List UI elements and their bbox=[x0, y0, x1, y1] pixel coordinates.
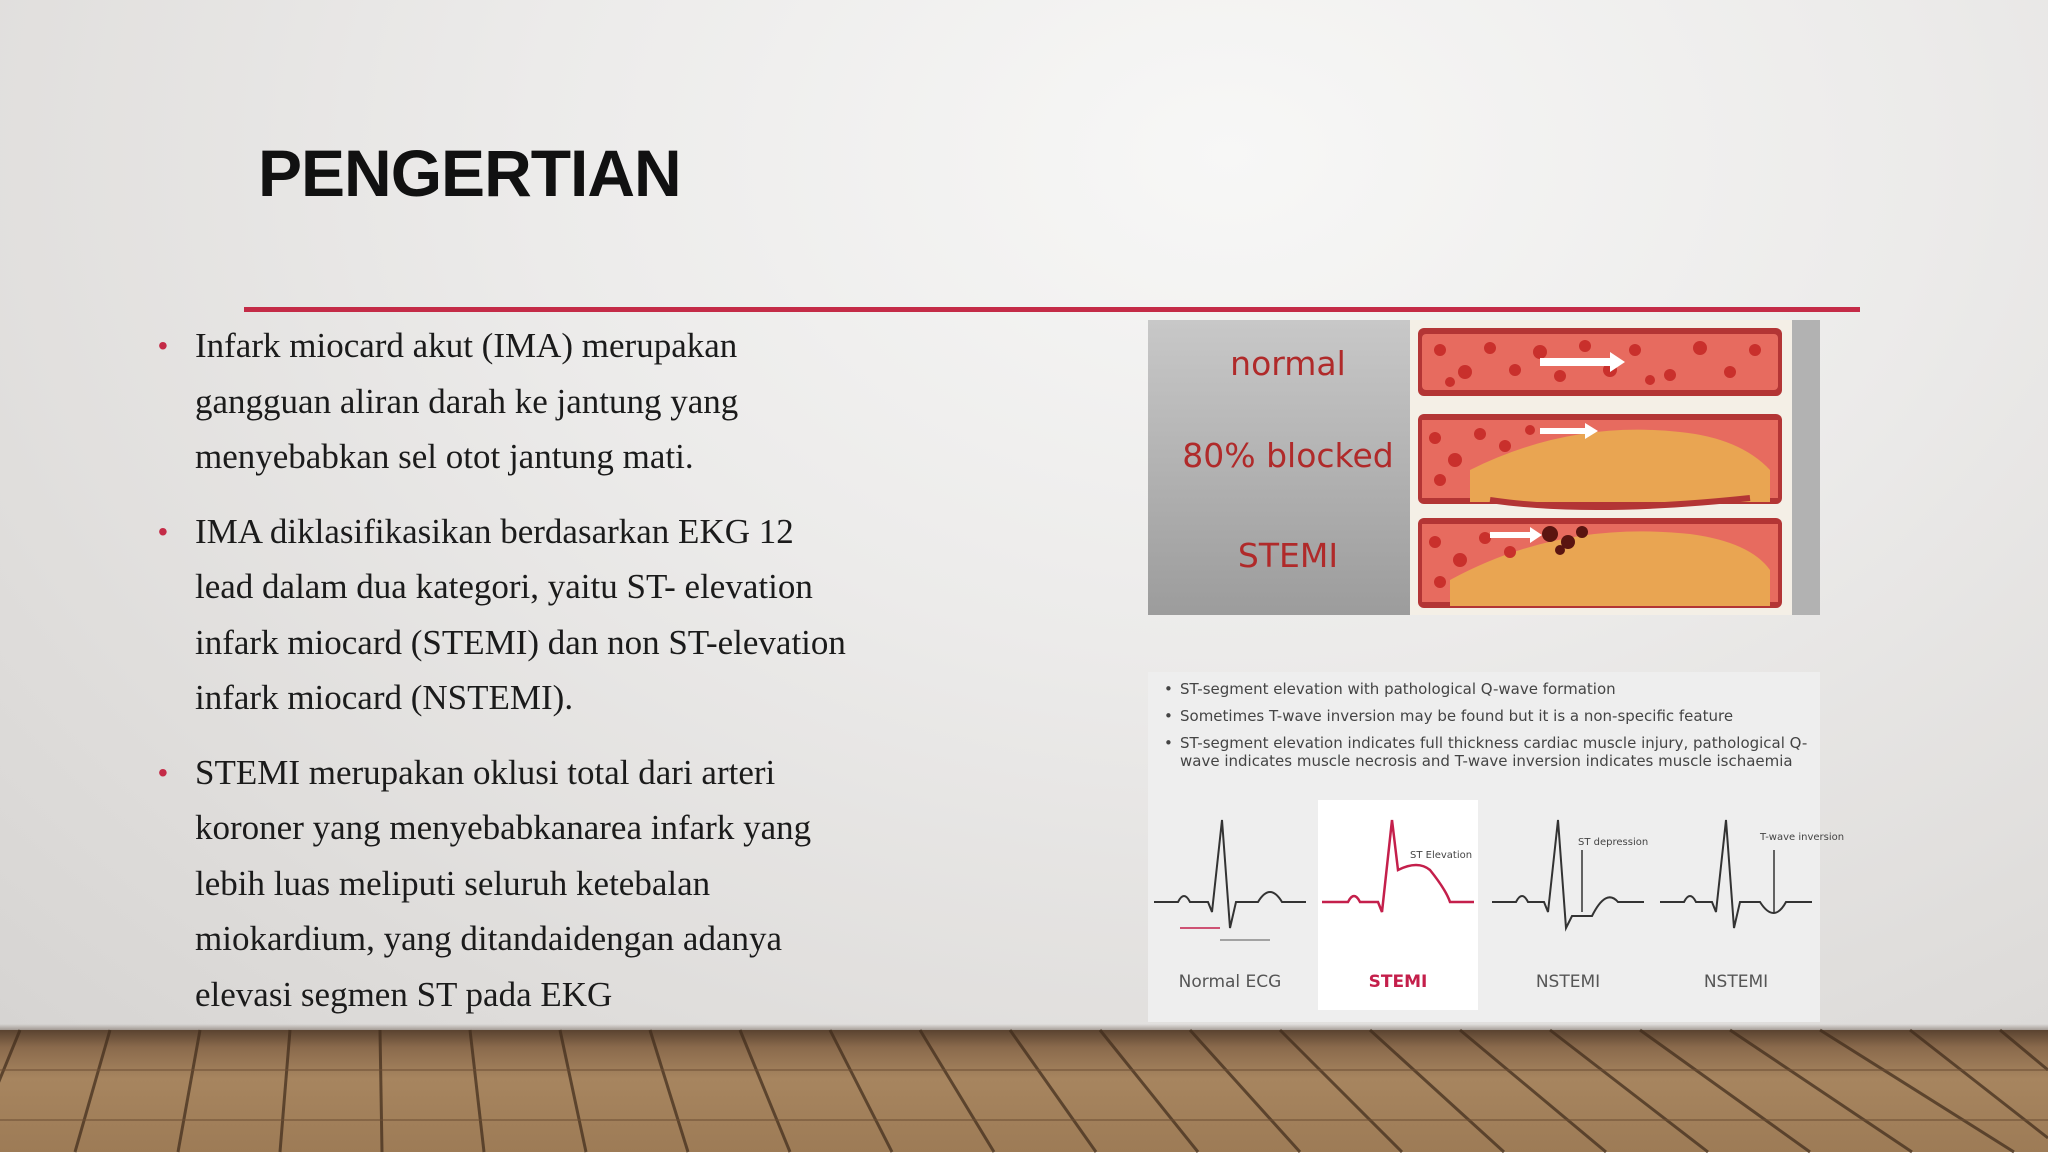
artery-figure bbox=[1148, 320, 1820, 615]
ecg-panel-stemi bbox=[1318, 800, 1478, 1010]
bullet-text: IMA diklasifikasikan berdasarkan EKG 12 lead dalam dua kategori, yaitu ST- elevation infark miocard (STEMI) dan non ST-elevation infark miocard (NSTEMI). bbox=[195, 511, 846, 717]
bullet-text: Infark miocard akut (IMA) merupakan gangguan aliran darah ke jantung yang menyebabkan sel otot jantung mati. bbox=[195, 326, 739, 476]
ecg-trace-normal bbox=[1150, 800, 1310, 960]
bullet-item bbox=[155, 318, 955, 485]
ecg-trace-nstemi-inversion bbox=[1656, 800, 1845, 960]
ecg-panel-normal bbox=[1150, 800, 1310, 1010]
bullet-text: STEMI merupakan oklusi total dari arteri koroner yang menyebabkanarea infark yang lebih luas meliputi seluruh ketebalan miokardium, yang ditandaidengan adanya elevasi segmen ST pada EKG bbox=[195, 752, 812, 1014]
ecg-caption: NSTEMI bbox=[1535, 972, 1601, 992]
ecg-panel-nstemi-depression bbox=[1488, 800, 1648, 1010]
artery-illustration bbox=[1410, 320, 1792, 615]
bullet-item bbox=[155, 745, 955, 1023]
ecg-trace-nstemi-depression bbox=[1488, 800, 1648, 960]
label-80-blocked: 80% blocked bbox=[1182, 436, 1394, 475]
ecg-note: • ST-segment elevation indicates full thickness cardiac muscle injury, pathological Q-wave indicates muscle necrosis and T-wave inversion indicates muscle ischaemia bbox=[1160, 734, 1810, 770]
ecg-note: • Sometimes T-wave inversion may be found but it is a non-specific feature bbox=[1160, 707, 1810, 725]
wood-floor bbox=[0, 1030, 2048, 1152]
ecg-caption: Normal ECG bbox=[1178, 972, 1282, 992]
artery-label-panel bbox=[1148, 320, 1410, 615]
st-depression-label: ST depression bbox=[1578, 837, 1649, 848]
ecg-panel-nstemi-inversion bbox=[1656, 800, 1845, 1010]
bullet-dot-icon: • bbox=[158, 756, 168, 788]
label-stemi: STEMI bbox=[1237, 536, 1339, 575]
ecg-trace-stemi bbox=[1318, 800, 1478, 960]
ecg-note: • ST-segment elevation with pathological Q-wave formation bbox=[1160, 680, 1810, 698]
floor-planks bbox=[0, 1030, 2048, 1152]
ecg-caption: STEMI bbox=[1368, 972, 1428, 992]
ecg-caption: NSTEMI bbox=[1703, 972, 1769, 992]
slide-title: PENGERTIAN bbox=[258, 136, 681, 210]
ecg-figure bbox=[1148, 672, 1845, 1022]
bullet-item bbox=[155, 504, 955, 726]
title-divider bbox=[244, 307, 1860, 312]
st-elevation-label: ST Elevation bbox=[1410, 850, 1473, 861]
artery-vessels-illustration bbox=[1410, 320, 1792, 615]
ecg-notes bbox=[1160, 680, 1810, 779]
label-normal: normal bbox=[1230, 344, 1346, 383]
t-wave-inversion-label: T-wave inversion bbox=[1760, 832, 1845, 843]
artery-figure-edge bbox=[1792, 320, 1820, 615]
bullet-dot-icon: • bbox=[158, 330, 168, 361]
bullet-dot-icon: • bbox=[158, 515, 168, 547]
bullet-list bbox=[155, 318, 955, 1041]
